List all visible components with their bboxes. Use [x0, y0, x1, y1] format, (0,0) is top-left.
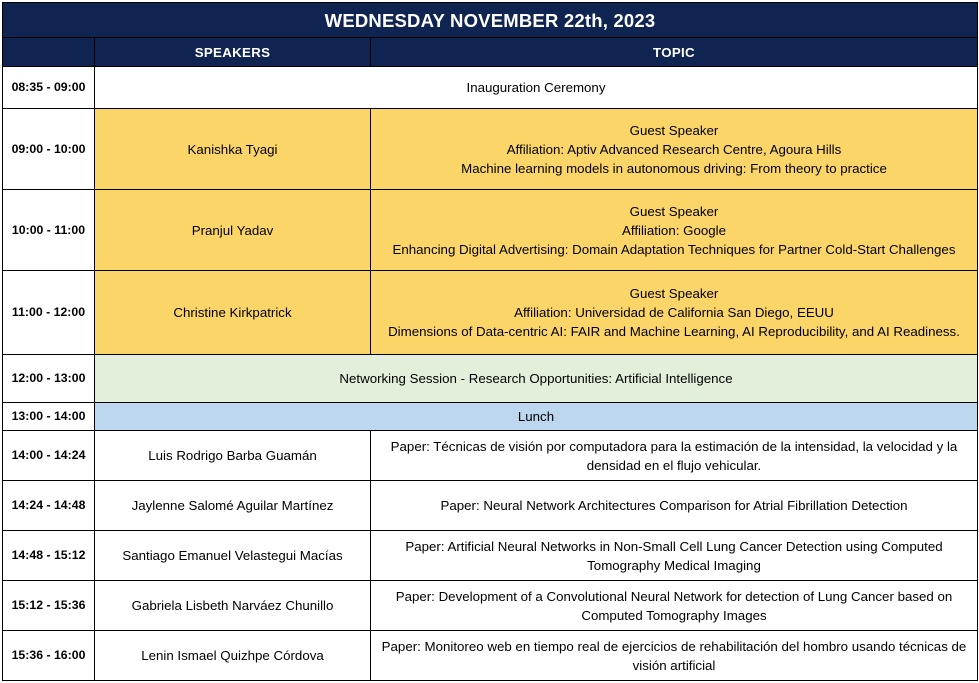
- schedule-table: [2, 2, 978, 681]
- schedule-row: [3, 581, 978, 631]
- schedule-row: [3, 355, 978, 403]
- topic-cell: [371, 271, 978, 355]
- topic-line: Guest Speaker: [629, 203, 719, 219]
- time-slot: 14:24 - 14:48: [3, 481, 95, 531]
- topic-column-header: TOPIC: [371, 38, 978, 67]
- time-column-header: [3, 38, 95, 67]
- time-slot: 12:00 - 13:00: [3, 355, 95, 403]
- session-cell: Lunch: [95, 403, 978, 431]
- speaker-cell: Luis Rodrigo Barba Guamán: [95, 431, 371, 481]
- session-cell: Inauguration Ceremony: [95, 67, 978, 109]
- time-slot: 10:00 - 11:00: [3, 190, 95, 271]
- topic-line: Guest Speaker: [629, 286, 719, 301]
- speaker-cell: Pranjul Yadav: [95, 190, 371, 271]
- topic-line: Machine learning models in autonomous driving: From theory to practice: [461, 160, 887, 176]
- session-cell: Networking Session - Research Opportunities: Artificial Intelligence: [95, 355, 978, 403]
- topic-cell: Paper: Neural Network Architectures Comparison for Atrial Fibrillation Detection: [371, 481, 978, 531]
- schedule-row: [3, 271, 978, 355]
- speaker-cell: Christine Kirkpatrick: [95, 271, 371, 355]
- topic-line: Guest Speaker: [629, 122, 719, 138]
- schedule-row: [3, 431, 978, 481]
- topic-line: Affiliation: Google: [622, 222, 726, 238]
- schedule-row: [3, 481, 978, 531]
- topic-line: Enhancing Digital Advertising: Domain Adaptation Techniques for Partner Cold-Start Challenges: [392, 241, 956, 257]
- topic-cell: Paper: Monitoreo web en tiempo real de ejercicios de rehabilitación del hombro usando técnicas de visión artificial: [371, 631, 978, 681]
- topic-line: Dimensions of Data-centric AI: FAIR and Machine Learning, AI Reproducibility, and AI Readiness.: [388, 324, 960, 339]
- speaker-cell: Gabriela Lisbeth Narváez Chunillo: [95, 581, 371, 631]
- topic-cell: [371, 109, 978, 190]
- topic-cell: Paper: Development of a Convolutional Neural Network for detection of Lung Cancer based on Computed Tomography Images: [371, 581, 978, 631]
- speaker-cell: Jaylenne Salomé Aguilar Martínez: [95, 481, 371, 531]
- time-slot: 15:36 - 16:00: [3, 631, 95, 681]
- schedule-row: [3, 190, 978, 271]
- schedule-row: [3, 531, 978, 581]
- schedule-row: [3, 109, 978, 190]
- topic-cell: Paper: Artificial Neural Networks in Non-Small Cell Lung Cancer Detection using Computed Tomography Medical Imaging: [371, 531, 978, 581]
- speaker-cell: Kanishka Tyagi: [95, 109, 371, 190]
- schedule-row: [3, 631, 978, 681]
- schedule-row: [3, 403, 978, 431]
- topic-line: Affiliation: Universidad de California San Diego, EEUU: [514, 305, 834, 320]
- time-slot: 11:00 - 12:00: [3, 271, 95, 355]
- speaker-cell: Lenin Ismael Quizhpe Córdova: [95, 631, 371, 681]
- time-slot: 15:12 - 15:36: [3, 581, 95, 631]
- schedule-row: [3, 67, 978, 109]
- speakers-column-header: SPEAKERS: [95, 38, 371, 67]
- time-slot: 08:35 - 09:00: [3, 67, 95, 109]
- time-slot: 09:00 - 10:00: [3, 109, 95, 190]
- topic-line: Affiliation: Aptiv Advanced Research Centre, Agoura Hills: [506, 141, 842, 157]
- time-slot: 13:00 - 14:00: [3, 403, 95, 431]
- topic-cell: Paper: Técnicas de visión por computadora para la estimación de la intensidad, la velocidad y la densidad en el flujo vehicular.: [371, 431, 978, 481]
- speaker-cell: Santiago Emanuel Velastegui Macías: [95, 531, 371, 581]
- schedule-title: WEDNESDAY NOVEMBER 22th, 2023: [3, 3, 978, 38]
- topic-cell: [371, 190, 978, 271]
- time-slot: 14:00 - 14:24: [3, 431, 95, 481]
- time-slot: 14:48 - 15:12: [3, 531, 95, 581]
